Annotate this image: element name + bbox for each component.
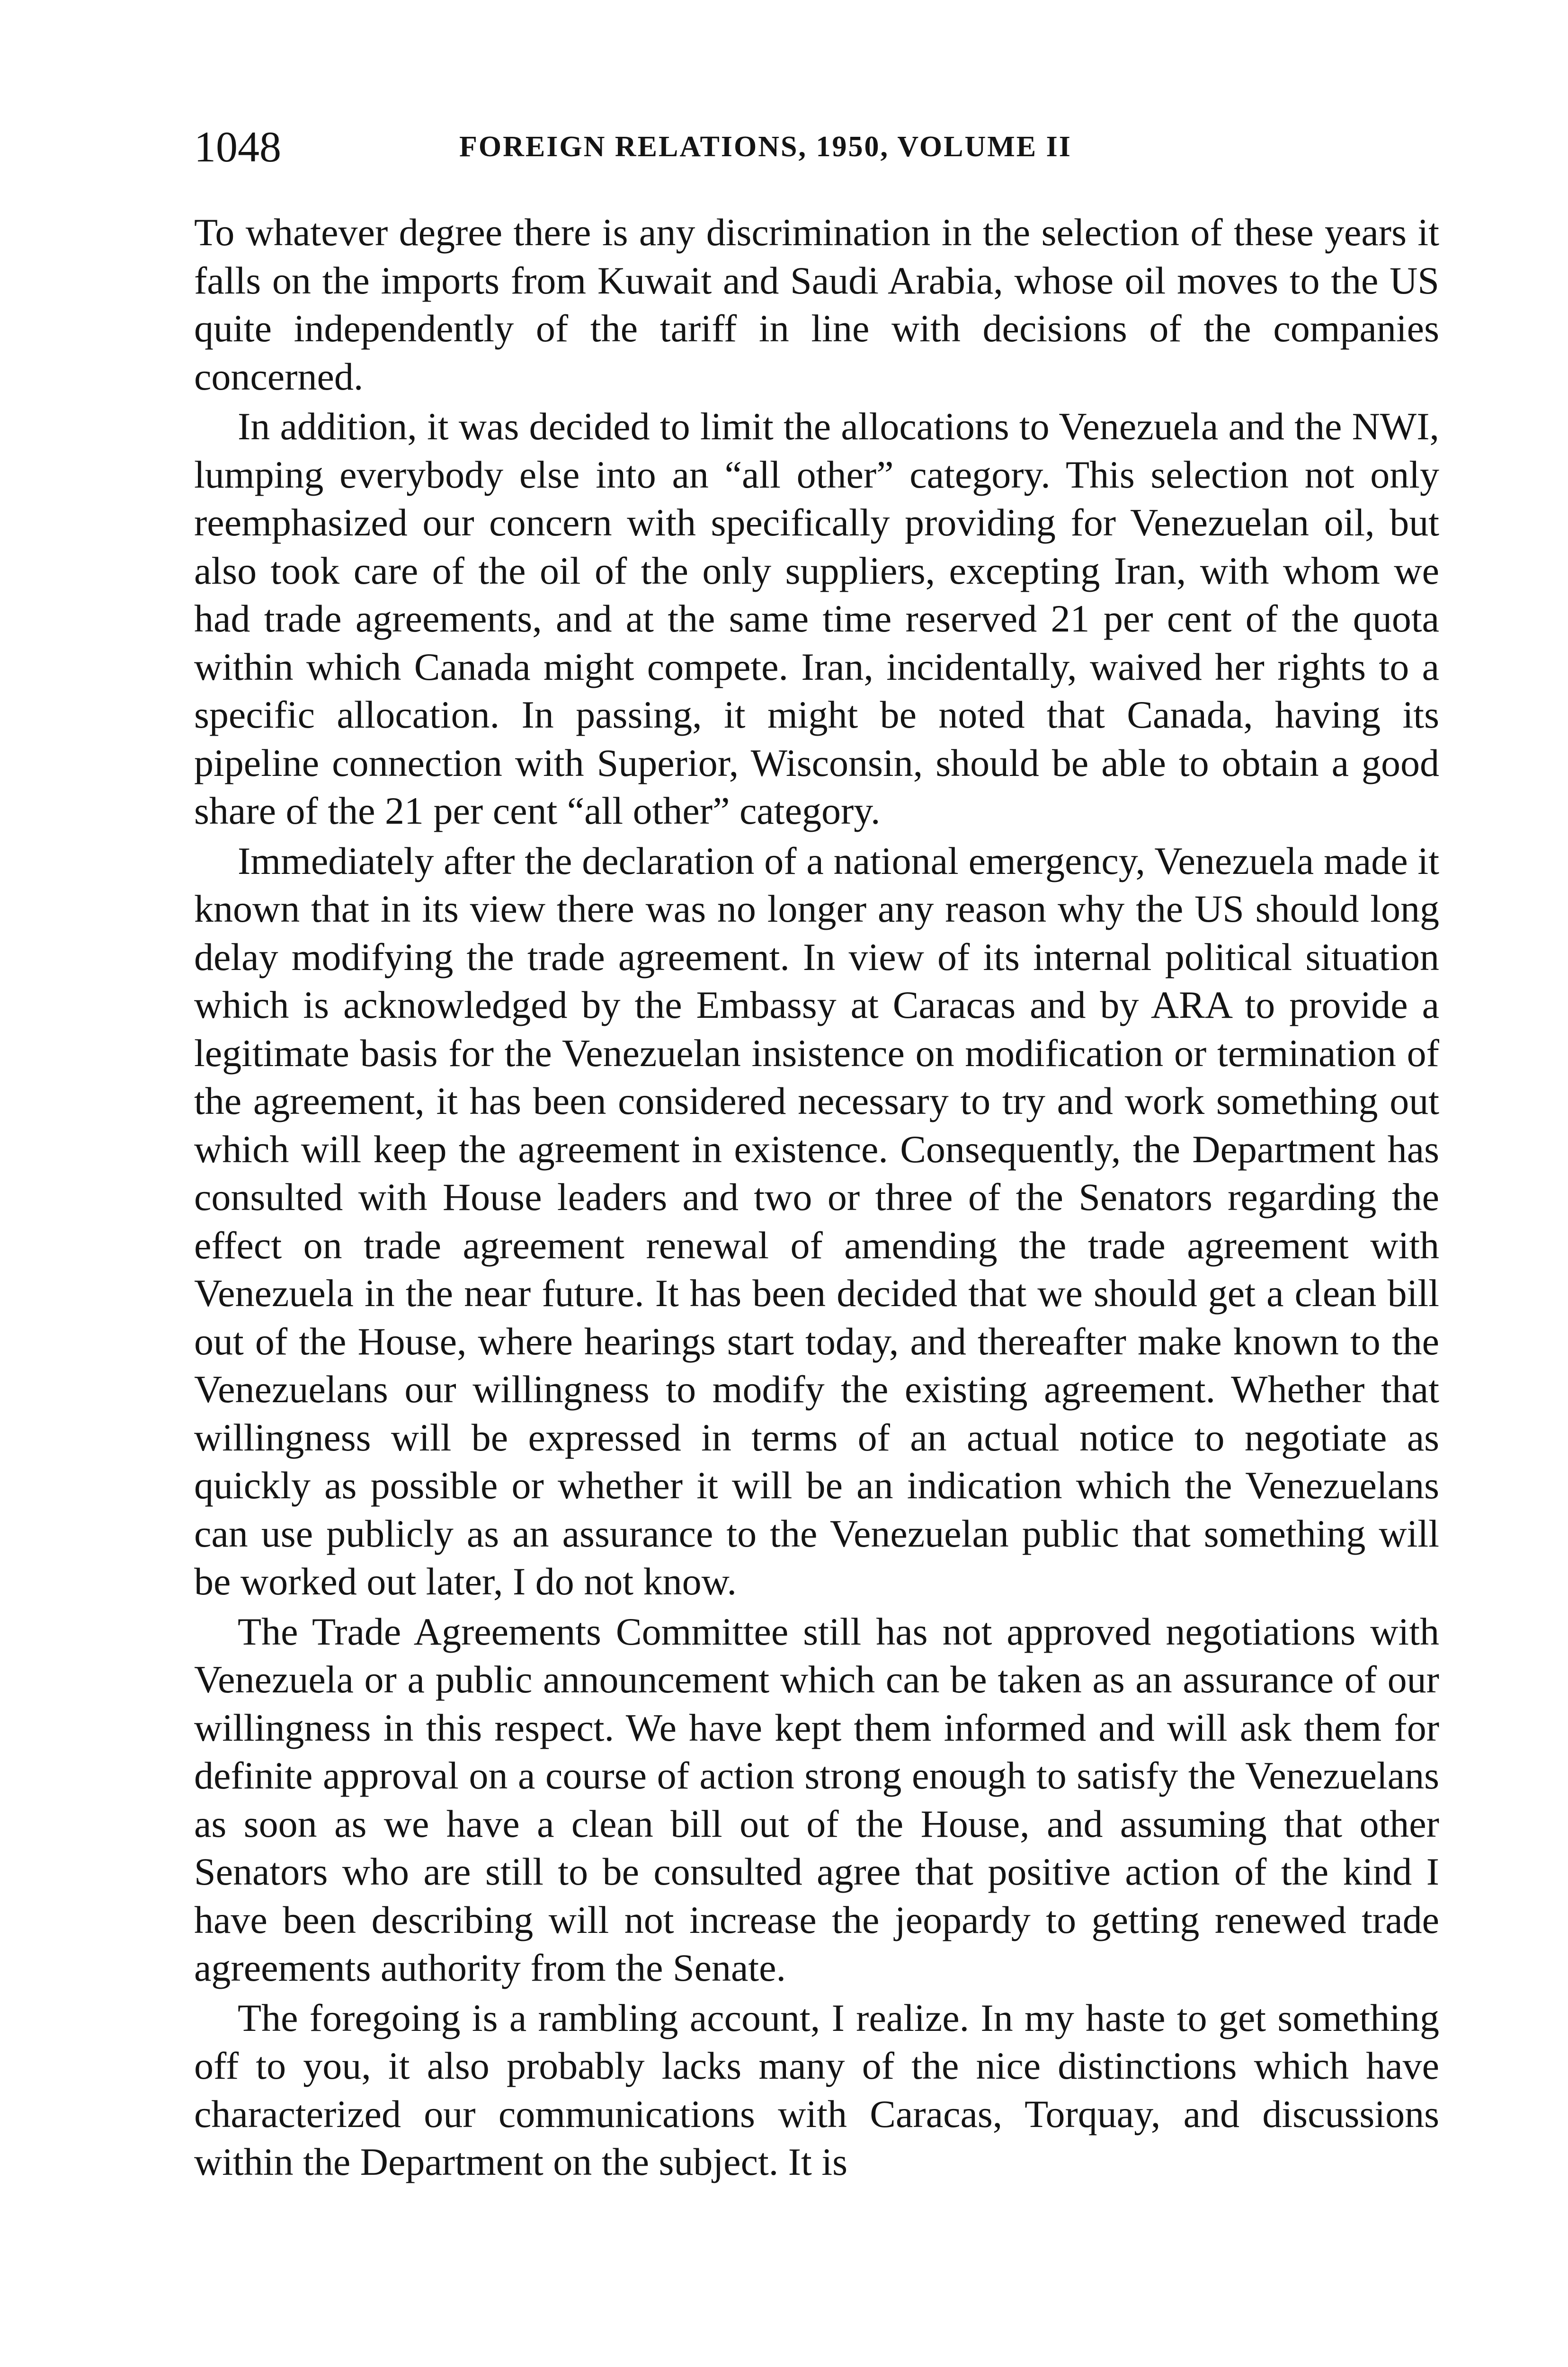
body-text [194,208,1439,2188]
page-header [194,118,1444,175]
paragraph-4: The Trade Agreements Committee still has not approved negotiations with Venezuela or a public announcement which can be taken as an assurance of our willingness in this respect. We have kept them informed and will ask them for definite approval on a course of action strong enough to satisfy the Venezuelans as soon as we have a clean bill out of the House, and assuming that other Senators who are still to be consulted agree that positive action of the kind I have been describing will not increase the jeopardy to getting renewed trade agreements authority from the Senate. [194,1610,1439,1989]
paragraph-1: To whatever degree there is any discrimination in the selection of these years it falls on the imports from Kuwait and Saudi Arabia, whose oil moves to the US quite independently of the tariff in line with decisions of the companies concerned. [194,211,1439,398]
paragraph-3: Immediately after the declaration of a national emergency, Venezuela made it known that in its view there was no longer any reason why the US should long delay modifying the trade agreement. In view of its internal political situation which is acknowledged by the Embassy at Caracas and by ARA to provide a legitimate basis for the Venezuelan insistence on modification or termination of the agreement, it has been considered necessary to try and work something out which will keep the agreement in existence. Consequently, the Department has consulted with House leaders and two or three of the Senators regarding the effect on trade agreement renewal of amending the trade agreement with Venezuela in the near future. It has been decided that we should get a clean bill out of the House, where hearings start today, and thereafter make known to the Venezuelans our willingness to modify the existing agreement. Whether that willingness will be expressed in terms of an actual notice to negotiate as quickly as possible or whether it will be an indication which the Venezuelans can use publicly as an assurance to the Venezuelan public that something will be worked out later, I do not know. [194,839,1439,1603]
paragraph-5: The foregoing is a rambling account, I realize. In my haste to get something off to you, it also probably lacks many of the nice distinctions which have characterized our communications with Caracas, Torquay, and discussions within the Department on the subject. It is [194,1996,1439,2183]
running-head: FOREIGN RELATIONS, 1950, VOLUME II [459,131,1072,163]
paragraph-2: In addition, it was decided to limit the allocations to Venezuela and the NWI, lumping everybody else into an “all other” category. This selection not only reemphasized our concern with specifically providing for Venezuelan oil, but also took care of the oil of the only suppliers, excepting Iran, with whom we had trade agreements, and at the same time reserved 21 per cent of the quota within which Canada might compete. Iran, incidentally, waived her rights to a specific allocation. In passing, it might be noted that Canada, having its pipeline connection with Superior, Wisconsin, should be able to obtain a good share of the 21 per cent “all other” category. [194,405,1439,832]
page-number: 1048 [194,123,281,171]
